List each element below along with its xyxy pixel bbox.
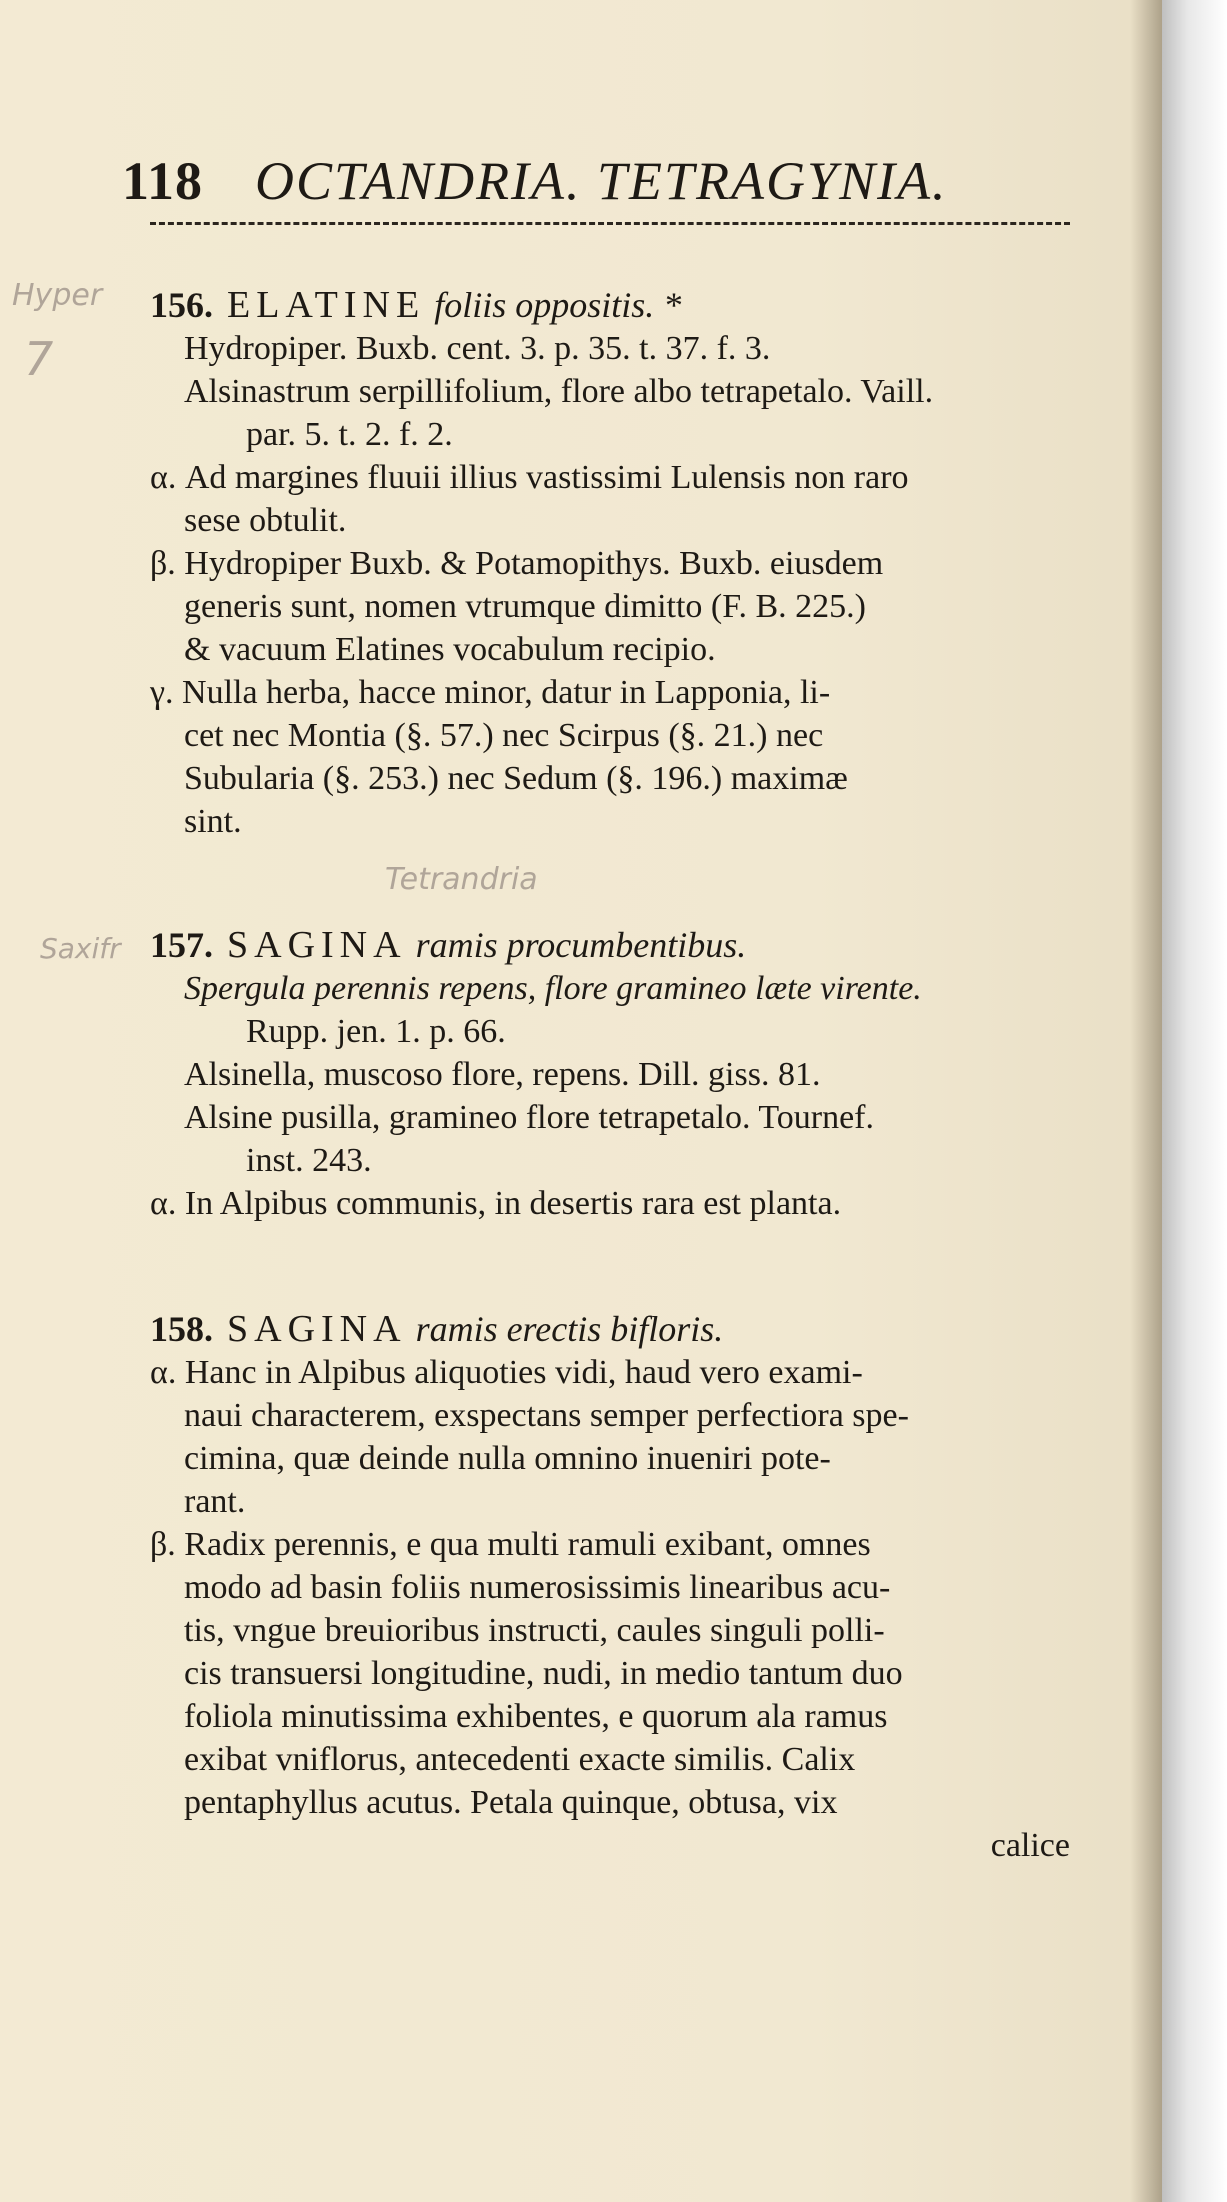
genus-name: SAGINA [227,924,407,966]
diagnosis: ramis erectis bifloris. [415,1309,724,1349]
entry-line: generis sunt, nomen vtrumque dimitto (F. B. 225.) [184,588,866,625]
header-rule [150,222,1070,225]
margin-note: Tetrandria [385,862,538,897]
page-edge-shadow [1130,0,1162,2202]
entry-line: pentaphyllus acutus. Petala quinque, obtusa, vix [184,1784,838,1821]
entry-line: rant. [184,1483,246,1520]
entry-line: Alsinella, muscoso flore, repens. Dill. giss. 81. [184,1056,821,1093]
entry-line: cis transuersi longitudine, nudi, in medio tantum duo [184,1655,903,1692]
entry-line: β. Hydropiper Buxb. & Potamopithys. Buxb. eiusdem [150,545,884,582]
diagnosis: foliis oppositis. * [434,285,682,325]
entry-line: naui characterem, exspectans semper perfectiora spe- [184,1397,909,1434]
entry-line: tis, vngue breuioribus instructi, caules singuli polli- [184,1612,885,1649]
entry-line: & vacuum Elatines vocabulum recipio. [184,631,716,668]
entry-line: γ. Nulla herba, hacce minor, datur in Lapponia, li- [150,674,831,711]
entry-line: α. Ad margines fluuii illius vastissimi Lulensis non raro [150,459,909,496]
entry-line: Spergula perennis repens, flore gramineo læte virente. [184,970,922,1007]
entry-156 [150,284,1070,843]
catchword: calice [990,1827,1070,1864]
entry-line: exibat vniflorus, antecedenti exacte similis. Calix [184,1741,856,1778]
entry-line: inst. 243. [246,1142,372,1179]
entry-number: 156. [150,285,213,325]
entry-heading [150,924,1070,967]
diagnosis: ramis procumbentibus. [415,925,747,965]
entry-line: sese obtulit. [184,502,347,539]
entry-line: cet nec Montia (§. 57.) nec Scirpus (§. 21.) nec [184,717,824,754]
entry-line: cimina, quæ deinde nulla omnino inueniri pote- [184,1440,831,1477]
genus-name: SAGINA [227,1308,407,1350]
entry-line: Hydropiper. Buxb. cent. 3. p. 35. t. 37. f. 3. [184,330,771,367]
entry-number: 158. [150,1309,213,1349]
entry-line: α. Hanc in Alpibus aliquoties vidi, haud vero exami- [150,1354,863,1391]
margin-note: 7 [24,332,54,386]
entry-line: foliola minutissima exhibentes, e quorum ala ramus [184,1698,888,1735]
entry-line: Alsinastrum serpillifolium, flore albo tetrapetalo. Vaill. [184,373,934,410]
running-header [122,150,948,212]
gutter [1162,0,1227,2202]
page-number: 118 [122,151,204,211]
entry-line: Subularia (§. 253.) nec Sedum (§. 196.) maximæ [184,760,848,797]
entry-158 [150,1308,1070,1867]
page-title: OCTANDRIA. TETRAGYNIA. [255,151,948,211]
margin-note: Hyper [12,278,103,313]
entry-line: par. 5. t. 2. f. 2. [246,416,453,453]
entry-line: α. In Alpibus communis, in desertis rara est planta. [150,1185,842,1222]
entry-line: β. Radix perennis, e qua multi ramuli exibant, omnes [150,1526,871,1563]
entry-line: modo ad basin foliis numerosissimis linearibus acu- [184,1569,891,1606]
entry-line: sint. [184,803,242,840]
entry-heading [150,1308,1070,1351]
entry-line: Alsine pusilla, gramineo flore tetrapetalo. Tournef. [184,1099,874,1136]
entry-157 [150,924,1070,1225]
genus-name: ELATINE [227,284,426,326]
entry-heading [150,284,1070,327]
entry-number: 157. [150,925,213,965]
entry-line: Rupp. jen. 1. p. 66. [246,1013,506,1050]
margin-note: Saxifr [40,932,121,965]
